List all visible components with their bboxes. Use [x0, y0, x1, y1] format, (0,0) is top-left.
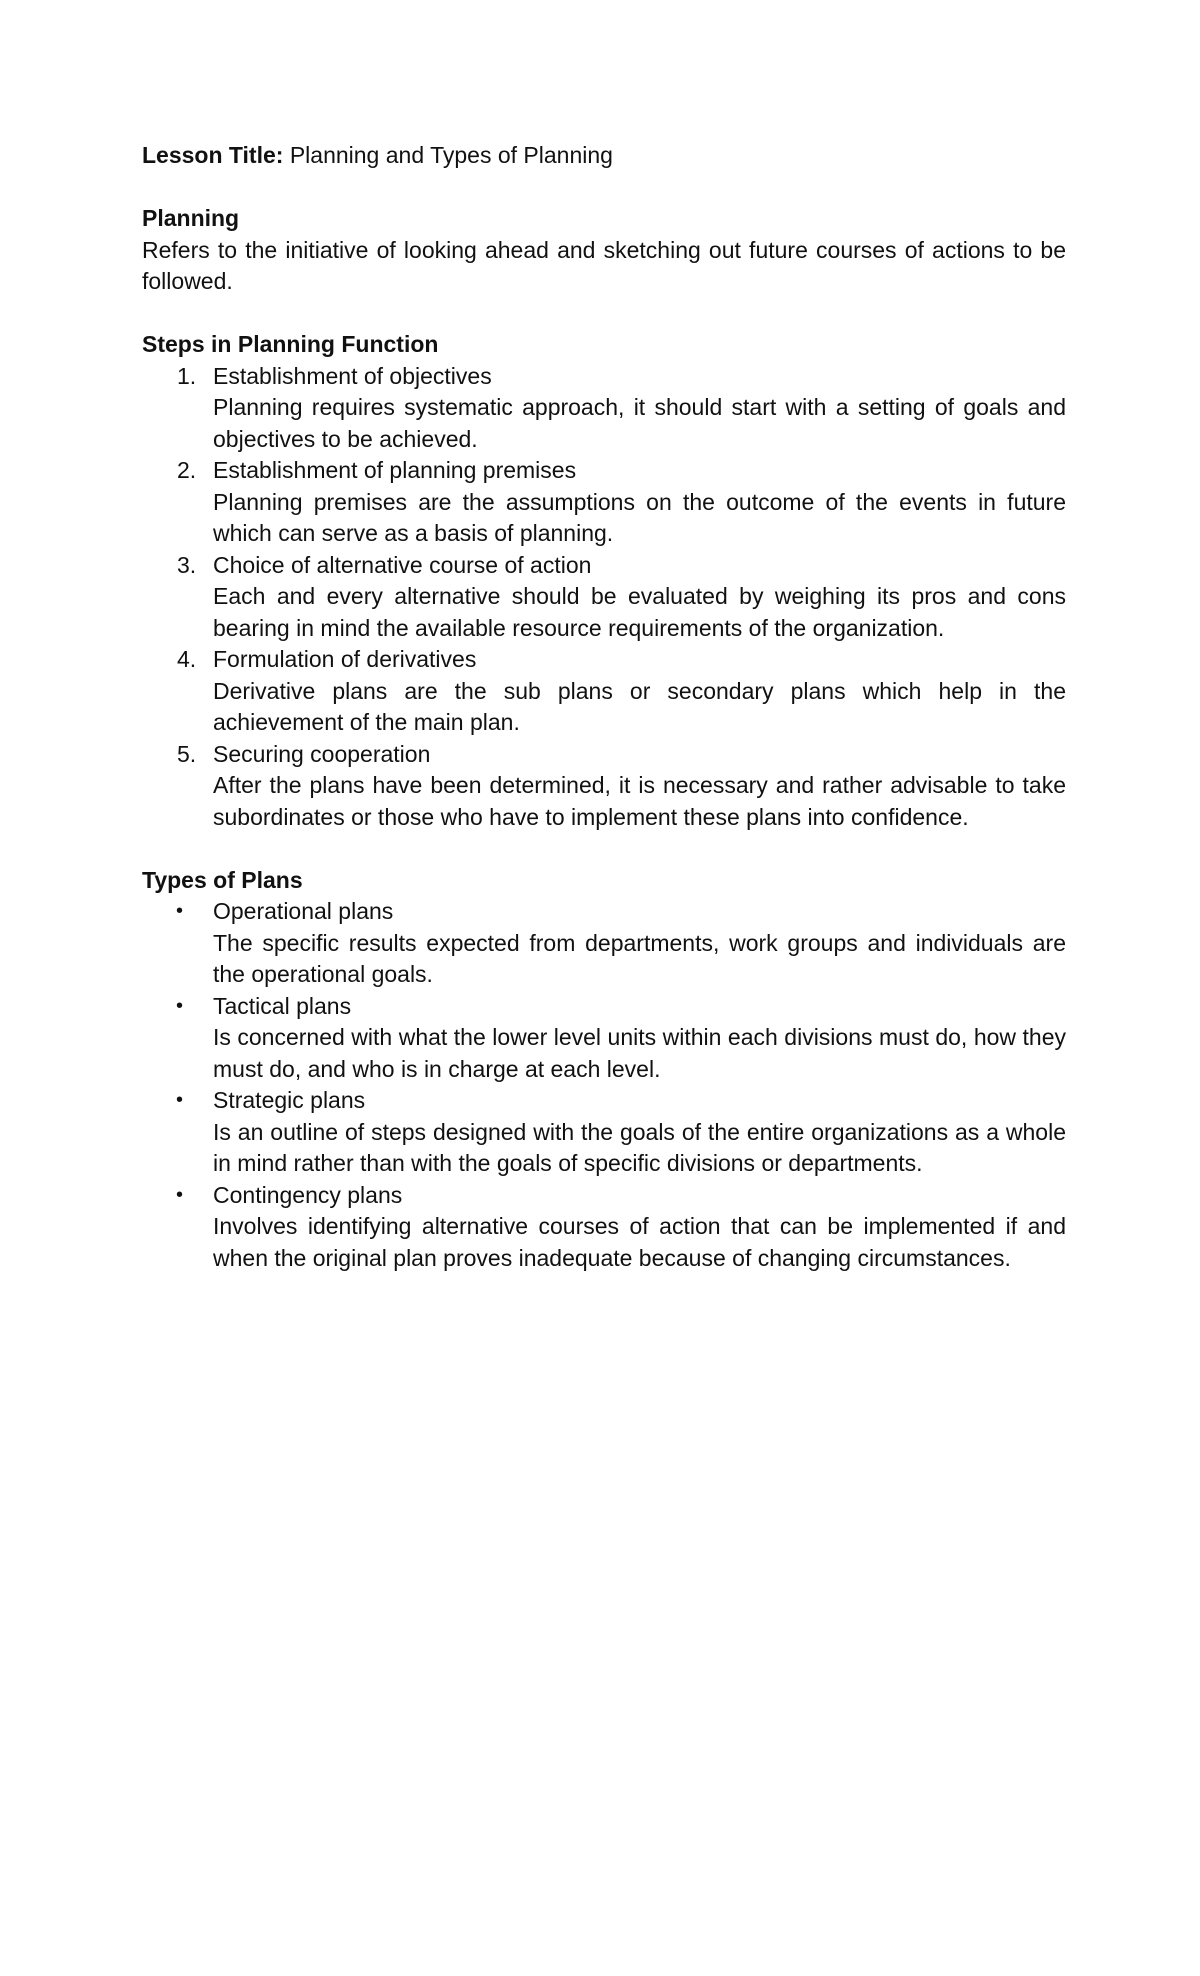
plan-type-title: Tactical plans	[213, 992, 352, 1019]
plan-type-title: Contingency plans	[213, 1181, 403, 1208]
step-item	[142, 644, 1066, 739]
step-description: Each and every alternative should be evaluated by weighing its pros and cons bearing in mind the available resource requirements of the organization.	[213, 583, 1066, 641]
types-heading: Types of Plans	[142, 866, 303, 893]
planning-heading: Planning	[142, 205, 240, 231]
step-title: Establishment of planning premises	[213, 457, 577, 483]
step-number: 1.	[177, 362, 197, 389]
steps-list	[142, 361, 1066, 834]
bullet-icon: •	[176, 1089, 184, 1111]
plan-type-title: Operational plans	[213, 898, 394, 924]
planning-definition: Refers to the initiative of looking ahead and sketching out future courses of actions to be followed.	[142, 236, 1066, 294]
plan-type-description: Is concerned with what the lower level units within each divisions must do, how they must do, and who is in charge at each level.	[213, 1024, 1066, 1082]
plan-type-item	[142, 991, 1066, 1086]
lesson-title-label: Lesson Title:	[142, 142, 284, 168]
step-item	[142, 361, 1066, 456]
step-title: Establishment of objectives	[213, 362, 492, 389]
step-title: Securing cooperation	[213, 740, 431, 767]
plan-type-description: Involves identifying alternative courses of action that can be implemented if and when the original plan proves inadequate because of changing circumstances.	[213, 1213, 1066, 1271]
step-item	[142, 739, 1066, 834]
lesson-title-value: Planning and Types of Planning	[283, 142, 613, 168]
step-number: 4.	[177, 646, 197, 672]
step-number: 3.	[177, 551, 197, 578]
bullet-icon: •	[176, 994, 184, 1017]
plan-type-item	[142, 896, 1066, 991]
steps-heading: Steps in Planning Function	[142, 331, 439, 357]
document-body	[142, 140, 1066, 1274]
step-number: 5.	[177, 740, 197, 767]
plan-type-title: Strategic plans	[213, 1087, 366, 1113]
spacer	[142, 298, 1066, 330]
spacer	[142, 833, 1066, 865]
step-item	[142, 455, 1066, 550]
plan-type-description: Is an outline of steps designed with the goals of the entire organizations as a whole in mind rather than with the goals of specific divisions or departments.	[213, 1118, 1066, 1176]
step-title: Formulation of derivatives	[213, 646, 477, 672]
step-description: Planning requires systematic approach, it should start with a setting of goals and objectives to be achieved.	[213, 394, 1066, 452]
step-description: Planning premises are the assumptions on the outcome of the events in future which can serve as a basis of planning.	[213, 488, 1066, 546]
plan-type-description: The specific results expected from departments, work groups and individuals are the operational goals.	[213, 929, 1066, 987]
spacer	[142, 172, 1066, 204]
step-description: Derivative plans are the sub plans or secondary plans which help in the achievement of the main plan.	[213, 677, 1066, 735]
plan-type-item	[142, 1180, 1066, 1275]
bullet-icon: •	[176, 1183, 184, 1206]
bullet-icon: •	[176, 900, 184, 922]
step-description: After the plans have been determined, it is necessary and rather advisable to take subordinates or those who have to implement these plans into confidence.	[213, 772, 1066, 830]
lesson-title-line	[142, 140, 1066, 172]
step-title: Choice of alternative course of action	[213, 551, 592, 578]
plan-types-list	[142, 896, 1066, 1274]
step-number: 2.	[177, 457, 197, 483]
plan-type-item	[142, 1085, 1066, 1180]
step-item	[142, 550, 1066, 645]
